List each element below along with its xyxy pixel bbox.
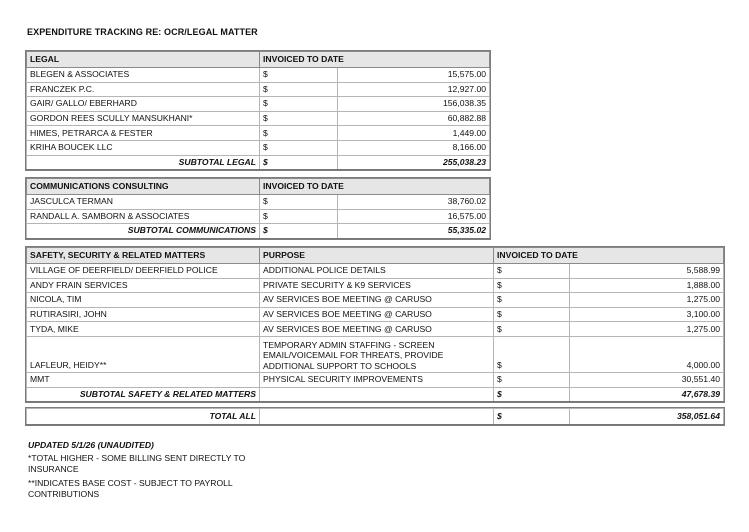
- empty-cell: [260, 409, 494, 425]
- table-row: [27, 195, 490, 210]
- invoiced-amount: 60,882.88: [338, 111, 490, 126]
- table-row: [27, 209, 490, 224]
- table-row: [27, 111, 490, 126]
- invoiced-amount: 30,551.40: [570, 372, 724, 387]
- vendor-name: GORDON REES SCULLY MANSUKHANI*: [27, 111, 260, 126]
- vendor-name: ANDY FRAIN SERVICES: [27, 278, 260, 293]
- invoiced-amount: 8,166.00: [338, 140, 490, 155]
- communications-header-name: COMMUNICATIONS CONSULTING: [27, 179, 260, 195]
- table-row: [27, 322, 724, 337]
- total-label: TOTAL ALL: [27, 409, 260, 425]
- currency-symbol: $: [260, 97, 338, 112]
- vendor-name: RUTIRASIRI, JOHN: [27, 307, 260, 322]
- vendor-name: KRIHA BOUCEK LLC: [27, 140, 260, 155]
- currency-symbol: $: [260, 195, 338, 210]
- invoiced-amount: 4,000.00: [570, 336, 724, 372]
- invoiced-amount: 12,927.00: [338, 82, 490, 97]
- vendor-name: HIMES, PETRARCA & FESTER: [27, 126, 260, 141]
- total-table: [26, 408, 724, 425]
- subtotal-row: [27, 155, 490, 170]
- currency-symbol: $: [260, 111, 338, 126]
- currency-symbol: $: [494, 278, 570, 293]
- currency-symbol: $: [260, 224, 338, 239]
- legal-table: [26, 51, 490, 170]
- currency-symbol: $: [260, 126, 338, 141]
- table-row: [27, 307, 724, 322]
- subtotal-amount: 255,038.23: [338, 155, 490, 170]
- currency-symbol: $: [494, 409, 570, 425]
- table-row: [27, 68, 490, 83]
- footnote-base-cost: **INDICATES BASE COST - SUBJECT TO PAYROLL CONTRIBUTIONS: [28, 478, 233, 499]
- currency-symbol: $: [494, 372, 570, 387]
- purpose: PHYSICAL SECURITY IMPROVEMENTS: [260, 372, 494, 387]
- table-row: [27, 293, 724, 308]
- purpose: AV SERVICES BOE MEETING @ CARUSO: [260, 293, 494, 308]
- currency-symbol: $: [494, 307, 570, 322]
- legal-header-row: [27, 52, 490, 68]
- currency-symbol: $: [260, 68, 338, 83]
- communications-table: [26, 178, 490, 239]
- table-row: [27, 264, 724, 279]
- table-row: [27, 97, 490, 112]
- invoiced-amount: 16,575.00: [338, 209, 490, 224]
- safety-header-purpose: PURPOSE: [260, 248, 494, 264]
- currency-symbol: $: [494, 322, 570, 337]
- currency-symbol: $: [260, 209, 338, 224]
- vendor-name: BLEGEN & ASSOCIATES: [27, 68, 260, 83]
- currency-symbol: $: [494, 336, 570, 372]
- purpose: ADDITIONAL POLICE DETAILS: [260, 264, 494, 279]
- legal-header-invoiced: INVOICED TO DATE: [260, 52, 490, 68]
- table-row: [27, 372, 724, 387]
- safety-header-name: SAFETY, SECURITY & RELATED MATTERS: [27, 248, 260, 264]
- purpose: AV SERVICES BOE MEETING @ CARUSO: [260, 307, 494, 322]
- currency-symbol: $: [494, 293, 570, 308]
- safety-table: [26, 247, 724, 402]
- currency-symbol: $: [260, 155, 338, 170]
- invoiced-amount: 1,275.00: [570, 293, 724, 308]
- invoiced-amount: 5,588.99: [570, 264, 724, 279]
- vendor-name: GAIR/ GALLO/ EBERHARD: [27, 97, 260, 112]
- invoiced-amount: 38,760.02: [338, 195, 490, 210]
- legal-header-name: LEGAL: [27, 52, 260, 68]
- document-title: EXPENDITURE TRACKING RE: OCR/LEGAL MATTER: [27, 27, 258, 37]
- table-row: [27, 82, 490, 97]
- table-row: [27, 336, 724, 372]
- subtotal-label: SUBTOTAL SAFETY & RELATED MATTERS: [27, 387, 260, 402]
- subtotal-label: SUBTOTAL COMMUNICATIONS: [27, 224, 260, 239]
- updated-note: UPDATED 5/1/26 (UNAUDITED): [28, 440, 154, 450]
- currency-symbol: $: [260, 82, 338, 97]
- subtotal-amount: 55,335.02: [338, 224, 490, 239]
- purpose: TEMPORARY ADMIN STAFFING - SCREEN EMAIL/VOICEMAIL FOR THREATS, PROVIDE ADDITIONAL SUPPORT TO SCHOOLS: [260, 336, 494, 372]
- vendor-name: VILLAGE OF DEERFIELD/ DEERFIELD POLICE: [27, 264, 260, 279]
- footnote-insurance: *TOTAL HIGHER - SOME BILLING SENT DIRECTLY TO INSURANCE: [28, 453, 246, 474]
- communications-header-invoiced: INVOICED TO DATE: [260, 179, 490, 195]
- vendor-name: LAFLEUR, HEIDY**: [27, 336, 260, 372]
- subtotal-label: SUBTOTAL LEGAL: [27, 155, 260, 170]
- communications-header-row: [27, 179, 490, 195]
- invoiced-amount: 15,575.00: [338, 68, 490, 83]
- subtotal-row: [27, 224, 490, 239]
- empty-cell: [260, 387, 494, 402]
- vendor-name: MMT: [27, 372, 260, 387]
- vendor-name: JASCULCA TERMAN: [27, 195, 260, 210]
- currency-symbol: $: [494, 264, 570, 279]
- invoiced-amount: 156,038.35: [338, 97, 490, 112]
- total-amount: 358,051.64: [570, 409, 724, 425]
- vendor-name: RANDALL A. SAMBORN & ASSOCIATES: [27, 209, 260, 224]
- table-row: [27, 278, 724, 293]
- footnotes: [28, 440, 258, 503]
- table-row: [27, 126, 490, 141]
- invoiced-amount: 1,275.00: [570, 322, 724, 337]
- vendor-name: NICOLA, TIM: [27, 293, 260, 308]
- currency-symbol: $: [494, 387, 570, 402]
- safety-header-row: [27, 248, 724, 264]
- table-row: [27, 140, 490, 155]
- subtotal-row: [27, 387, 724, 402]
- total-row: [27, 409, 724, 425]
- invoiced-amount: 1,888.00: [570, 278, 724, 293]
- invoiced-amount: 1,449.00: [338, 126, 490, 141]
- invoiced-amount: 3,100.00: [570, 307, 724, 322]
- purpose: PRIVATE SECURITY & K9 SERVICES: [260, 278, 494, 293]
- safety-header-invoiced: INVOICED TO DATE: [494, 248, 724, 264]
- currency-symbol: $: [260, 140, 338, 155]
- subtotal-amount: 47,678.39: [570, 387, 724, 402]
- purpose: AV SERVICES BOE MEETING @ CARUSO: [260, 322, 494, 337]
- vendor-name: TYDA, MIKE: [27, 322, 260, 337]
- vendor-name: FRANCZEK P.C.: [27, 82, 260, 97]
